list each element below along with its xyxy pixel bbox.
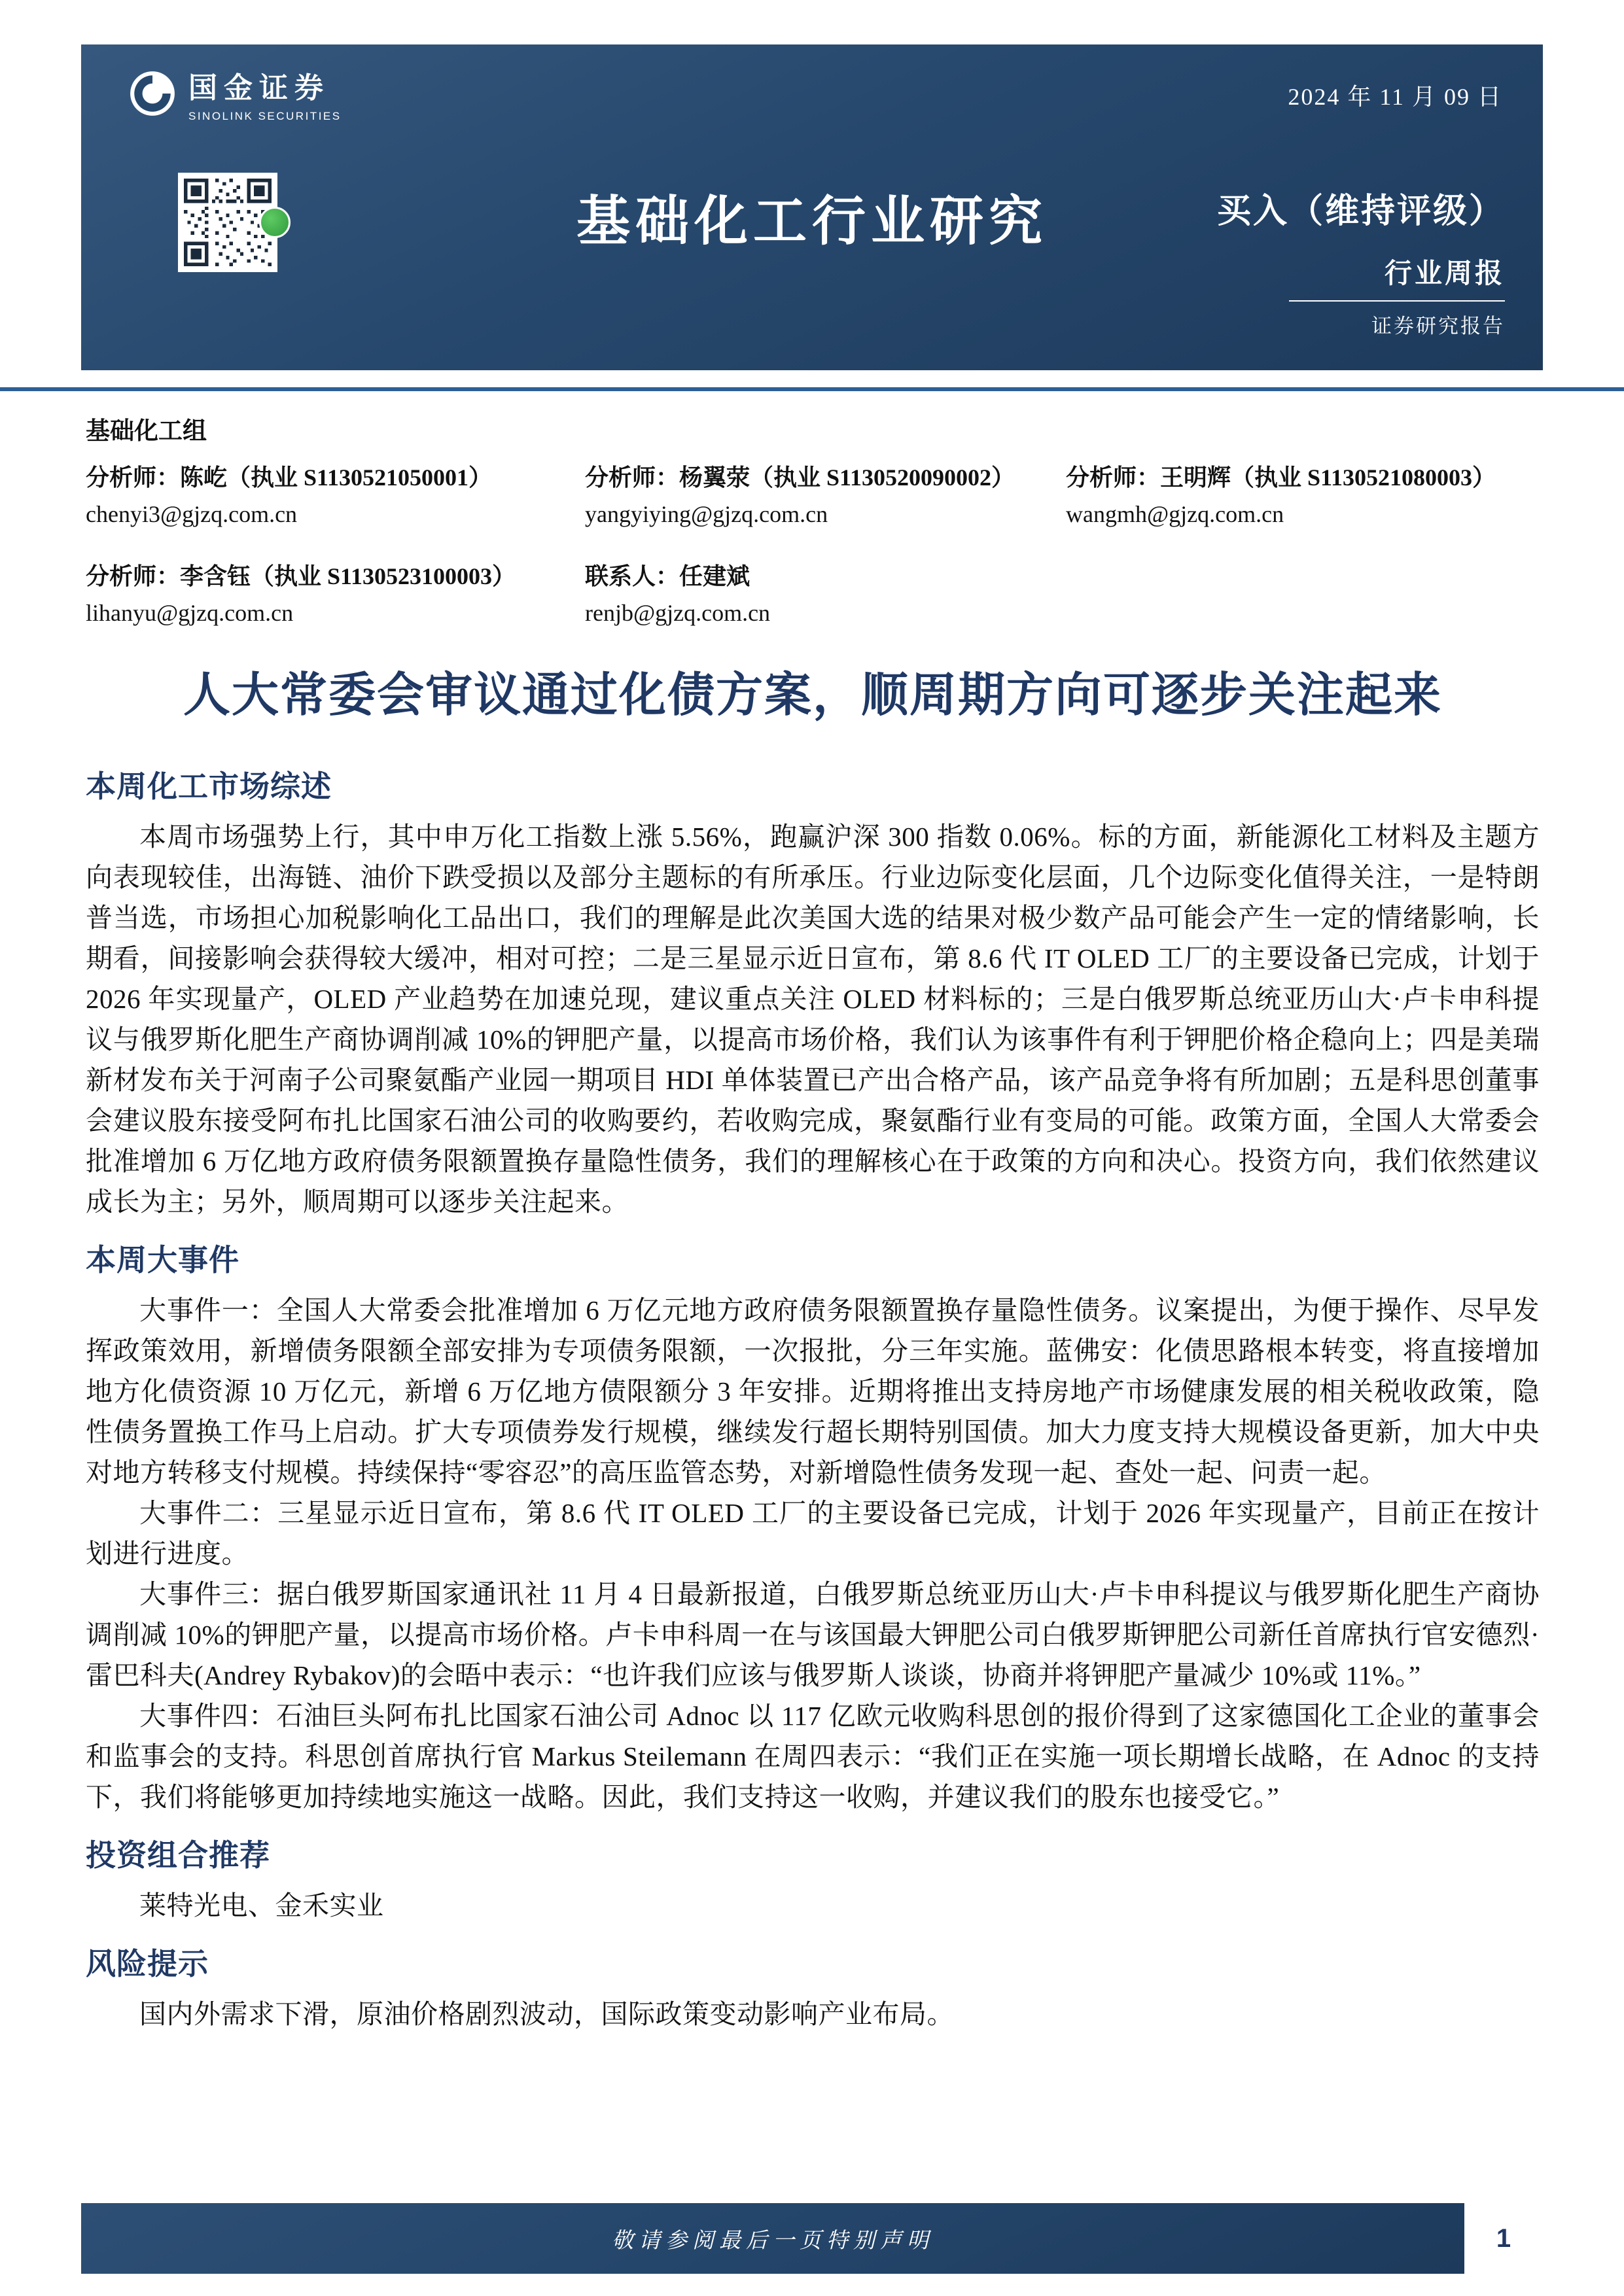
header-band [81, 44, 1543, 370]
paragraph-event-4: 大事件四：石油巨头阿布扎比国家石油公司 Adnoc 以 117 亿欧元收购科思创的报价得到了这家德国化工企业的董事会和监事会的支持。科思创首席执行官 Markus Steilemann 在周四表示：“我们正在实施一项长期增长战略，在 Adnoc 的支持下，我们将能够更加持续地实施这一战略。因此，我们支持这一收购，并建议我们的股东也接受它。” [86, 1701, 1540, 1812]
page-footer [81, 2203, 1543, 2274]
contact-name: 联系人：任建斌 [585, 563, 750, 589]
section-heading: 风险提示 [86, 1947, 209, 1981]
report-date: 2024 年 11 月 09 日 [1288, 84, 1502, 110]
footer-disclaimer: 敬请参阅最后一页特别声明 [612, 2229, 934, 2253]
paragraph: 本周市场强势上行，其中申万化工指数上涨 5.56%，跑赢沪深 300 指数 0.06%。标的方面，新能源化工材料及主题方向表现较佳，出海链、油价下跌受损以及部分主题标的有所承压。行业边际变化层面，几个边际变化值得关注，一是特朗普当选，市场担心加税影响化工品出口，我们的理解是此次美国大选的结果对极少数产品可能会产生一定的情绪影响，长期看，间接影响会获得较大缓冲，相对可控；二是三星显示近日宣布，第 8.6 代 IT OLED 工厂的主要设备已完成，计划于 2026 年实现量产，OLED 产业趋势在加速兑现，建议重点关注 OLED 材料标的；三是白俄罗斯总统亚历山大·卢卡申科提议与俄罗斯化肥生产商协调削减 10%的钾肥产量，以提高市场价格，我们认为该事件有利于钾肥价格企稳向上；四是美瑞新材发布关于河南子公司聚氨酯产业园一期项目 HDI 单体装置已产出合格产品，该产品竞争将有所加剧；五是科思创董事会建议股东接受阿布扎比国家石油公司的收购要约，若收购完成，聚氨酯行业有变局的可能。政策方面，全国人大常委会批准增加 6 万亿地方政府债务限额置换存量隐性债务，我们的理解核心在于政策的方向和决心。投资方向，我们依然建议成长为主；另外，顺周期可以逐步关注起来。 [86, 822, 1540, 1217]
brand [128, 64, 342, 123]
qr-pattern [184, 179, 272, 266]
team-name: 基础化工组 [86, 417, 207, 444]
footer-band [81, 2203, 1464, 2274]
contact-card [585, 558, 1066, 627]
analyst-block [86, 411, 1540, 627]
contact-email: renjb@gjzq.com.cn [585, 600, 771, 626]
paragraph-event-1: 大事件一：全国人大常委会批准增加 6 万亿元地方政府债务限额置换存量隐性债务。议案提出，为便于操作、尽早发挥政策效用，新增债务限额全部安排为专项债务限额，一次报批，分三年实施。蓝佛安：化债思路根本转变，将直接增加地方化债资源 10 万亿元，新增 6 万亿地方债限额分 3 年安排。近期将推出支持房地产市场健康发展的相关税收政策，隐性债务置换工作马上启动。扩大专项债券发行规模，继续发行超长期特别国债。加大力度支持大规模设备更新，加大中央对地方转移支付规模。持续保持“零容忍”的高压监管态势，对新增隐性债务发现一起、查处一起、问责一起。 [86, 1295, 1540, 1487]
brand-text [188, 64, 342, 123]
report-body [86, 646, 1540, 2034]
report-type: 行业周报 [1384, 258, 1505, 288]
sinolink-logo-icon [128, 69, 177, 118]
analyst-name: 分析师：杨翼荥（执业 S1130520090002） [585, 464, 1015, 491]
analyst-email: lihanyu@gjzq.com.cn [86, 600, 294, 626]
qr-center-logo-icon [259, 207, 291, 238]
section-major-events [86, 1236, 1540, 1817]
paragraph: 国内外需求下滑，原油价格剧烈波动，国际政策变动影响产业布局。 [139, 1999, 954, 2029]
analyst-card [1066, 459, 1540, 528]
brand-name: 国金证券 [188, 72, 330, 104]
brand-subtitle: SINOLINK SECURITIES [188, 110, 342, 122]
section-portfolio [86, 1832, 1540, 1926]
analyst-name: 分析师：王明辉（执业 S1130521080003） [1066, 464, 1496, 491]
report-category: 证券研究报告 [1371, 315, 1505, 338]
analyst-email: wangmh@gjzq.com.cn [1066, 501, 1284, 527]
page-number-box [1464, 2203, 1543, 2274]
analyst-name: 分析师：陈屹（执业 S1130521050001） [86, 464, 493, 491]
analyst-card [86, 459, 585, 528]
rating-badge: 买入（维持评级） [1216, 192, 1505, 230]
analyst-email: chenyi3@gjzq.com.cn [86, 501, 298, 527]
section-heading: 本周化工市场综述 [86, 769, 332, 803]
empty-cell [1066, 558, 1540, 627]
header-right-block [1217, 183, 1505, 339]
section-heading: 投资组合推荐 [86, 1838, 270, 1872]
analyst-card [86, 558, 585, 627]
divider [1289, 300, 1505, 302]
section-risk [86, 1940, 1540, 2034]
paragraph-event-3: 大事件三：据白俄罗斯国家通讯社 11 月 4 日最新报道，白俄罗斯总统亚历山大·卢卡申科提议与俄罗斯化肥生产商协调削减 10%的钾肥产量，以提高市场价格。卢卡申科周一在与该国最大钾肥公司白俄罗斯钾肥公司新任首席执行官安德烈·雷巴科夫(Andrey Rybakov)的会晤中表示：“也许我们应该与俄罗斯人谈谈，协商并将钾肥产量减少 10%或 11%。” [86, 1579, 1540, 1690]
paragraph-event-2: 大事件二：三星显示近日宣布，第 8.6 代 IT OLED 工厂的主要设备已完成，计划于 2026 年实现量产，目前正在按计划进行进度。 [86, 1498, 1540, 1569]
analyst-card [585, 459, 1066, 528]
section-market-review [86, 763, 1540, 1222]
page-title: 人大常委会审议通过化债方案，顺周期方向可逐步关注起来 [183, 669, 1442, 722]
report-title: 基础化工行业研究 [576, 192, 1048, 251]
page-number: 1 [1496, 2223, 1511, 2253]
analyst-grid [86, 459, 1540, 627]
section-heading: 本周大事件 [86, 1243, 239, 1277]
paragraph: 莱特光电、金禾实业 [139, 1890, 384, 1921]
qr-code [178, 173, 277, 272]
analyst-email: yangyiying@gjzq.com.cn [585, 501, 828, 527]
header-rule [0, 387, 1624, 391]
analyst-name: 分析师：李含钰（执业 S1130523100003） [86, 563, 516, 589]
